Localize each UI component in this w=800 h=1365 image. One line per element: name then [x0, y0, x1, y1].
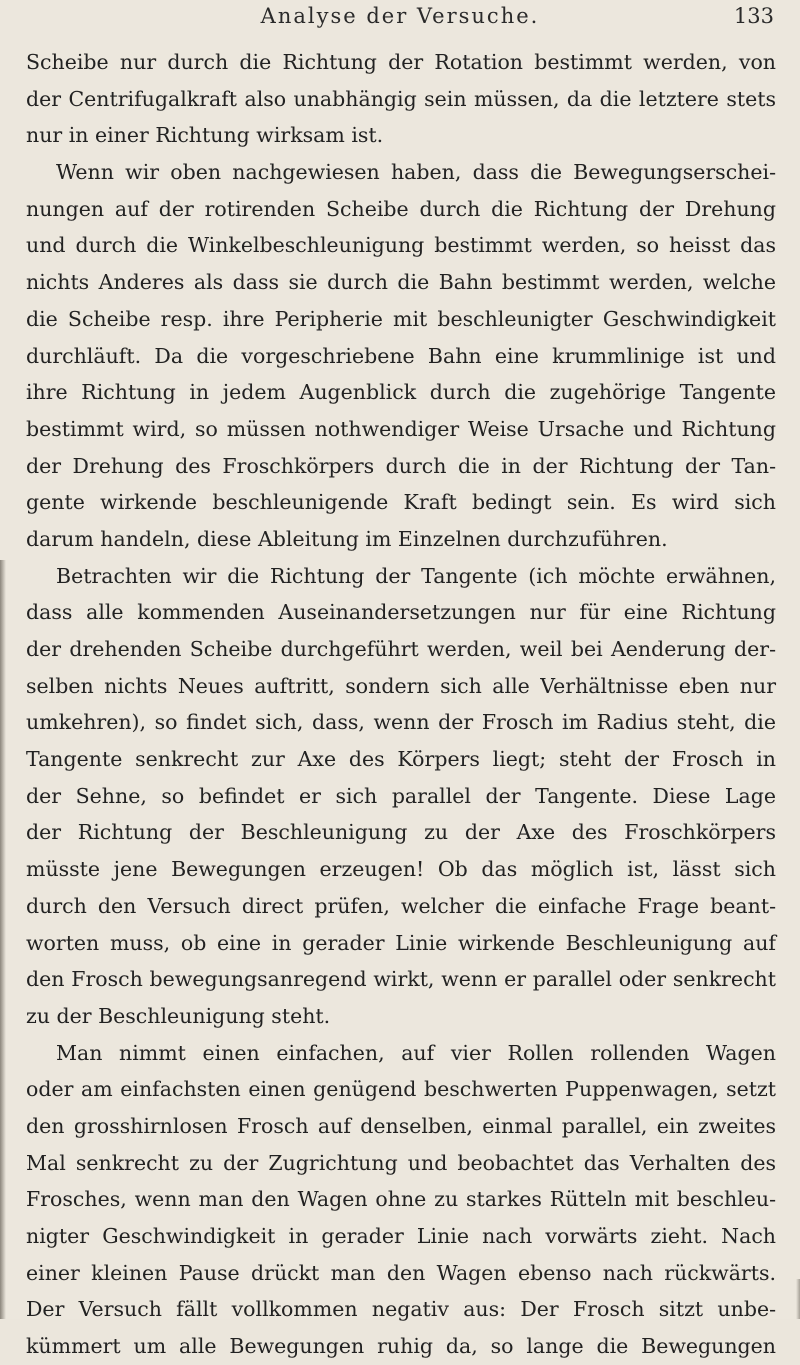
text-line: kümmert um alle Bewegungen ruhig da, so lange die Bewegungen: [26, 1334, 776, 1359]
text-line: den grosshirnlosen Frosch auf denselben, einmal parallel, ein zweites: [26, 1113, 776, 1138]
text-line: umkehren), so findet sich, dass, wenn der Frosch im Radius steht, die: [26, 710, 776, 735]
text-line: worten muss, ob eine in gerader Linie wirkende Beschleunigung auf: [26, 930, 776, 955]
text-line: oder am einfachsten einen genügend beschwerten Puppenwagen, setzt: [26, 1077, 776, 1102]
text-line: und durch die Winkelbeschleunigung bestimmt werden, so heisst das: [26, 233, 776, 258]
text-line: dass alle kommenden Auseinandersetzungen nur für eine Richtung: [26, 600, 776, 625]
text-line: selben nichts Neues auftritt, sondern sich alle Verhältnisse eben nur: [26, 673, 776, 698]
text-line: nur in einer Richtung wirksam ist.: [26, 123, 384, 148]
running-head: [0, 4, 800, 34]
text-line: der Sehne, so befindet er sich parallel der Tangente. Diese Lage: [26, 783, 776, 808]
text-line: müsste jene Bewegungen erzeugen! Ob das möglich ist, lässt sich: [26, 857, 776, 882]
text-line: gente wirkende beschleunigende Kraft bedingt sein. Es wird sich: [26, 490, 776, 515]
text-line: Man nimmt einen einfachen, auf vier Rollen rollenden Wagen: [56, 1040, 776, 1065]
text-line: durch den Versuch direct prüfen, welcher die einfache Frage beant-: [26, 893, 776, 918]
text-line: Betrachten wir die Richtung der Tangente (ich möchte erwähnen,: [56, 563, 776, 588]
text-line: der drehenden Scheibe durchgeführt werden, weil bei Aenderung der-: [26, 637, 776, 661]
text-line: nichts Anderes als dass sie durch die Bahn bestimmt werden, welche: [26, 270, 776, 295]
text-line: durchläuft. Da die vorgeschriebene Bahn eine krummlinige ist und: [26, 343, 776, 368]
running-title: Analyse der Versuche.: [260, 4, 540, 28]
text-line: Tangente senkrecht zur Axe des Körpers liegt; steht der Frosch in: [26, 747, 776, 772]
text-line: nungen auf der rotirenden Scheibe durch die Richtung der Drehung: [26, 196, 776, 221]
text-line: Mal senkrecht zu der Zugrichtung und beobachtet das Verhalten des: [26, 1150, 776, 1175]
text-line: Scheibe nur durch die Richtung der Rotation bestimmt werden, von: [26, 50, 776, 74]
text-line: Frosches, wenn man den Wagen ohne zu starkes Rütteln mit beschleu-: [26, 1187, 776, 1212]
text-line: den Frosch bewegungsanregend wirkt, wenn er parallel oder senkrecht: [26, 967, 776, 992]
text-line: Wenn wir oben nachgewiesen haben, dass die Bewegungserschei-: [56, 160, 776, 185]
text-line: ihre Richtung in jedem Augenblick durch die zugehörige Tangente: [26, 380, 776, 405]
text-line: die Scheibe resp. ihre Peripherie mit beschleunigter Geschwindigkeit: [26, 306, 776, 331]
text-line: darum handeln, diese Ableitung im Einzelnen durchzuführen.: [26, 526, 668, 551]
text-line: Der Versuch fällt vollkommen negativ aus: Der Frosch sitzt unbe-: [26, 1297, 776, 1322]
page-number: 133: [733, 4, 774, 28]
text-line: der Centrifugalkraft also unabhängig sein müssen, da die letztere stets: [26, 86, 776, 111]
page-edge-mark: [796, 1279, 800, 1319]
body-text: [26, 44, 776, 1365]
text-line: der Drehung des Froschkörpers durch die in der Richtung der Tan-: [26, 453, 776, 478]
text-line: nigter Geschwindigkeit in gerader Linie nach vorwärts zieht. Nach: [26, 1224, 776, 1248]
text-line: zu der Beschleunigung steht.: [26, 1003, 331, 1028]
text-line: bestimmt wird, so müssen nothwendiger Weise Ursache und Richtung: [26, 416, 776, 441]
binding-shadow: [0, 560, 6, 1319]
text-line: einer kleinen Pause drückt man den Wagen ebenso nach rückwärts.: [26, 1260, 776, 1285]
text-line: der Richtung der Beschleunigung zu der Axe des Froschkörpers: [26, 820, 776, 845]
